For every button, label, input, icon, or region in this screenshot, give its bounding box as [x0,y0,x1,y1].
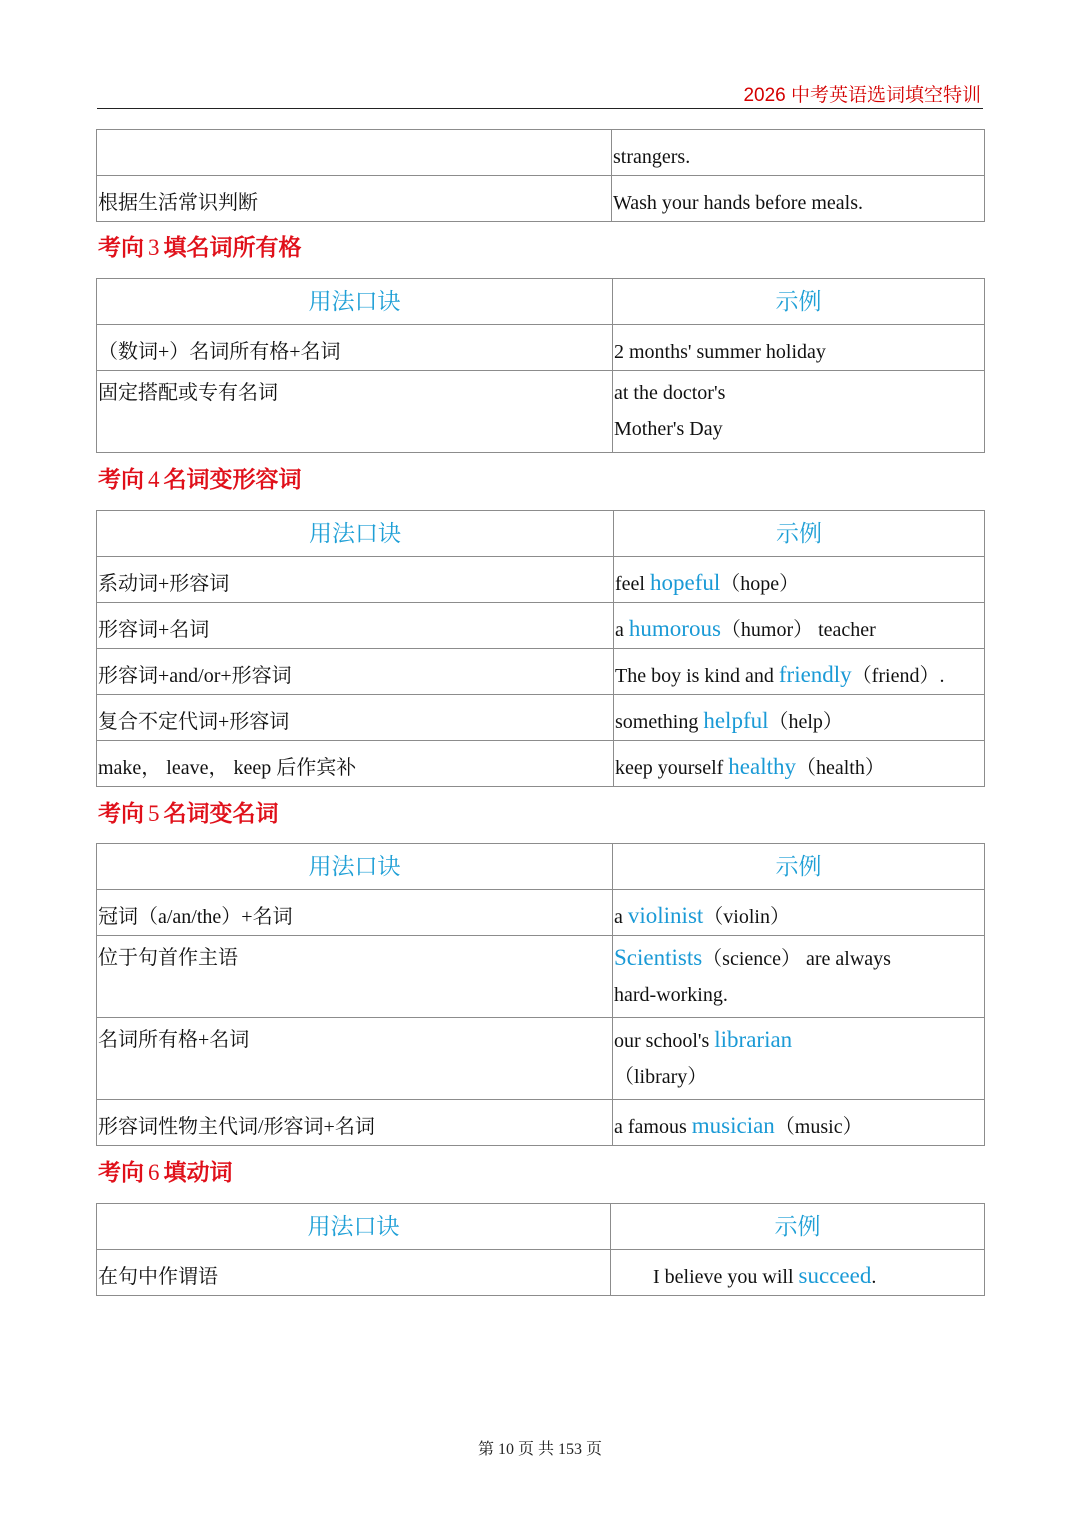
section-title-4: 考向 4 名词变形容词 [98,467,302,493]
table-row [97,649,985,695]
table-row [97,741,985,787]
example-cell: I believe you will succeed. [611,1250,985,1296]
answer-word: healthy [728,754,796,779]
continuation-table [96,129,985,222]
table-row [97,695,985,741]
section-title-5: 考向 5 名词变名词 [98,801,279,827]
table-row [97,890,985,936]
section-title-6: 考向 6 填动词 [98,1160,233,1186]
table-row [97,1018,985,1100]
answer-word: humorous [628,616,721,641]
example-cell: Scientists（science） are always hard-working. [613,936,985,1018]
rule-cell: 形容词性物主代词/形容词+名词 [97,1100,613,1146]
answer-word: succeed [798,1263,872,1288]
table-header-row [97,511,985,557]
section-5-table [96,843,985,1146]
table-row [97,325,985,371]
example-cell: our school's librarian （library） [613,1018,985,1100]
rule-cell: 复合不定代词+形容词 [97,695,614,741]
table-row [97,1250,985,1296]
example-cell: Wash your hands before meals. [612,176,985,222]
table-row [97,1100,985,1146]
header-title: 2026 中考英语选词填空特训 [743,85,981,106]
answer-word: friendly [778,662,852,687]
rule-cell: 根据生活常识判断 [97,176,612,222]
example-cell: a humorous（humor） teacher [614,603,985,649]
section-4-table [96,510,985,787]
rule-cell: 系动词+形容词 [97,557,614,603]
table-row [97,603,985,649]
column-header-rule: 用法口诀 [97,511,614,557]
rule-cell: 冠词（a/an/the）+名词 [97,890,613,936]
answer-word: Scientists [614,945,703,970]
example-cell: feel hopeful（hope） [614,557,985,603]
column-header-example: 示例 [611,1204,985,1250]
table-row [97,371,985,453]
rule-cell: 名词所有格+名词 [97,1018,613,1100]
section-3-table [96,278,985,453]
column-header-rule: 用法口诀 [97,1204,611,1250]
column-header-rule: 用法口诀 [97,844,613,890]
example-cell: strangers. [612,130,985,176]
rule-cell: （数词+）名词所有格+名词 [97,325,613,371]
example-cell: a famous musician（music） [613,1100,985,1146]
table-header-row [97,1204,985,1250]
example-cell: The boy is kind and friendly（friend）. [614,649,985,695]
rule-cell: 在句中作谓语 [97,1250,611,1296]
rule-cell: 位于句首作主语 [97,936,613,1018]
table-row [97,130,985,176]
answer-word: librarian [714,1027,793,1052]
rule-cell [97,130,612,176]
example-cell: something helpful（help） [614,695,985,741]
answer-word: violinist [627,903,704,928]
example-cell: keep yourself healthy（health） [614,741,985,787]
column-header-example: 示例 [613,844,985,890]
rule-cell: 形容词+and/or+形容词 [97,649,614,695]
example-cell: at the doctor's Mother's Day [613,371,985,453]
section-title-3: 考向 3 填名词所有格 [98,235,302,261]
section-6-table [96,1203,985,1296]
column-header-example: 示例 [613,279,985,325]
table-header-row [97,279,985,325]
page-header [97,80,983,109]
example-cell: a violinist（violin） [613,890,985,936]
answer-word: musician [691,1113,775,1138]
rule-cell: 固定搭配或专有名词 [97,371,613,453]
page-footer: 第 10 页 共 153 页 [477,1441,602,1458]
table-row [97,936,985,1018]
table-header-row [97,844,985,890]
column-header-rule: 用法口诀 [97,279,613,325]
table-row [97,557,985,603]
column-header-example: 示例 [614,511,985,557]
rule-cell: 形容词+名词 [97,603,614,649]
answer-word: helpful [703,708,769,733]
rule-cell: make， leave， keep 后作宾补 [97,741,614,787]
example-cell: 2 months' summer holiday [613,325,985,371]
answer-word: hopeful [649,570,721,595]
table-row [97,176,985,222]
